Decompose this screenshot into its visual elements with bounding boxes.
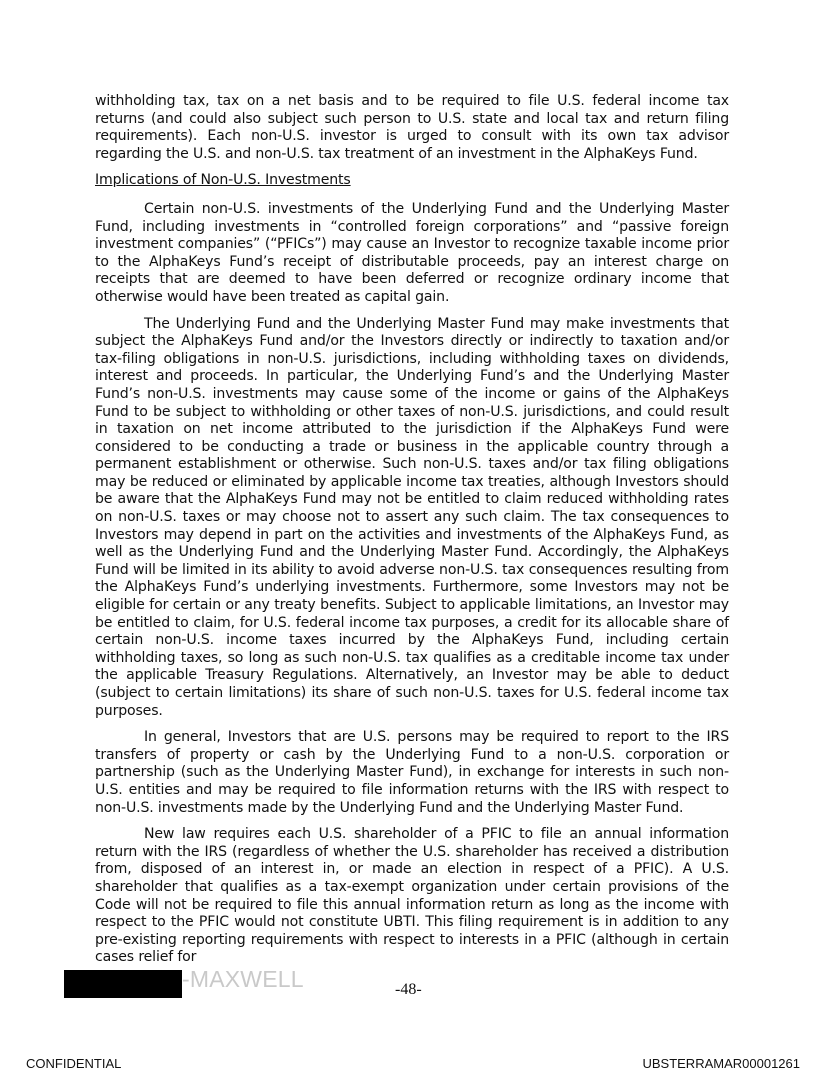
bates-number: UBSTERRAMAR00001261 [642, 1056, 800, 1071]
page-number: -48- [395, 981, 422, 998]
paragraph: New law requires each U.S. shareholder of a PFIC to file an annual information return with the IRS (regardless of whether the U.S. shareholder has received a distribution from, disposed of an interest in, or made an election in respect of a PFIC). A U.S. shareholder that qualifies as a tax-exempt organization under certain provisions of the Code will not be required to file this annual information return as long as the income with respect to the PFIC would not constitute UBTI. This filing requirement is in addition to any pre-existing reporting requirements with respect to interests in a PFIC (although in certain cases relief for [95, 826, 729, 966]
document-body [95, 93, 729, 976]
redaction-box [64, 970, 182, 998]
paragraph: The Underlying Fund and the Underlying Master Fund may make investments that subject the AlphaKeys Fund and/or the Investors directly or indirectly to taxation and/or tax-filing obligations in non-U.S. jurisdictions, including withholding taxes on dividends, interest and proceeds. In particular, the Underlying Fund’s and the Underlying Master Fund’s non-U.S. investments may cause some of the income or gains of the AlphaKeys Fund to be subject to withholding or other taxes of non-U.S. jurisdictions, and could result in taxation on net income attributed to the jurisdiction if the AlphaKeys Fund were considered to be conducting a trade or business in the applicable country through a permanent establishment or otherwise. Such non-U.S. taxes and/or tax filing obligations may be reduced or eliminated by applicable income tax treaties, although Investors should be aware that the AlphaKeys Fund may not be entitled to claim reduced withholding rates on non-U.S. taxes or may choose not to assert any such claim. The tax consequences to Investors may depend in part on the activities and investments of the AlphaKeys Fund, as well as the Underlying Fund and the Underlying Master Fund. Accordingly, the AlphaKeys Fund will be limited in its ability to avoid adverse non-U.S. tax consequences resulting from the AlphaKeys Fund’s underlying investments. Furthermore, some Investors may not be eligible for certain or any treaty benefits. Subject to applicable limitations, an Investor may be entitled to claim, for U.S. federal income tax purposes, a credit for its allocable share of certain non-U.S. income taxes incurred by the AlphaKeys Fund, including certain withholding taxes, so long as such non-U.S. tax qualifies as a creditable income tax under the applicable Treasury Regulations. Alternatively, an Investor may be able to deduct (subject to certain limitations) its share of such non-U.S. taxes for U.S. federal income tax purposes. [95, 315, 729, 719]
paragraph: In general, Investors that are U.S. persons may be required to report to the IRS transfers of property or cash by the Underlying Fund to a non-U.S. corporation or partnership (such as the Underlying Master Fund), in exchange for interests in such non-U.S. entities and may be required to file information returns with the IRS with respect to non-U.S. investments made by the Underlying Fund and the Underlying Master Fund. [95, 729, 729, 816]
watermark-text: -MAXWELL [182, 966, 304, 992]
confidential-label: CONFIDENTIAL [26, 1056, 122, 1071]
paragraph: Certain non-U.S. investments of the Underlying Fund and the Underlying Master Fund, including investments in “controlled foreign corporations” and “passive foreign investment companies” (“PFICs”) may cause an Investor to recognize taxable income prior to the AlphaKeys Fund’s receipt of distributable proceeds, pay an interest charge on receipts that are deemed to have been deferred or recognize ordinary income that otherwise would have been treated as capital gain. [95, 200, 729, 305]
paragraph: withholding tax, tax on a net basis and to be required to file U.S. federal income tax returns (and could also subject such person to U.S. state and local tax and return filing requirements). Each non-U.S. investor is urged to consult with its own tax advisor regarding the U.S. and non-U.S. tax treatment of an investment in the AlphaKeys Fund. [95, 93, 729, 162]
section-heading: Implications of Non-U.S. Investments [95, 172, 351, 189]
